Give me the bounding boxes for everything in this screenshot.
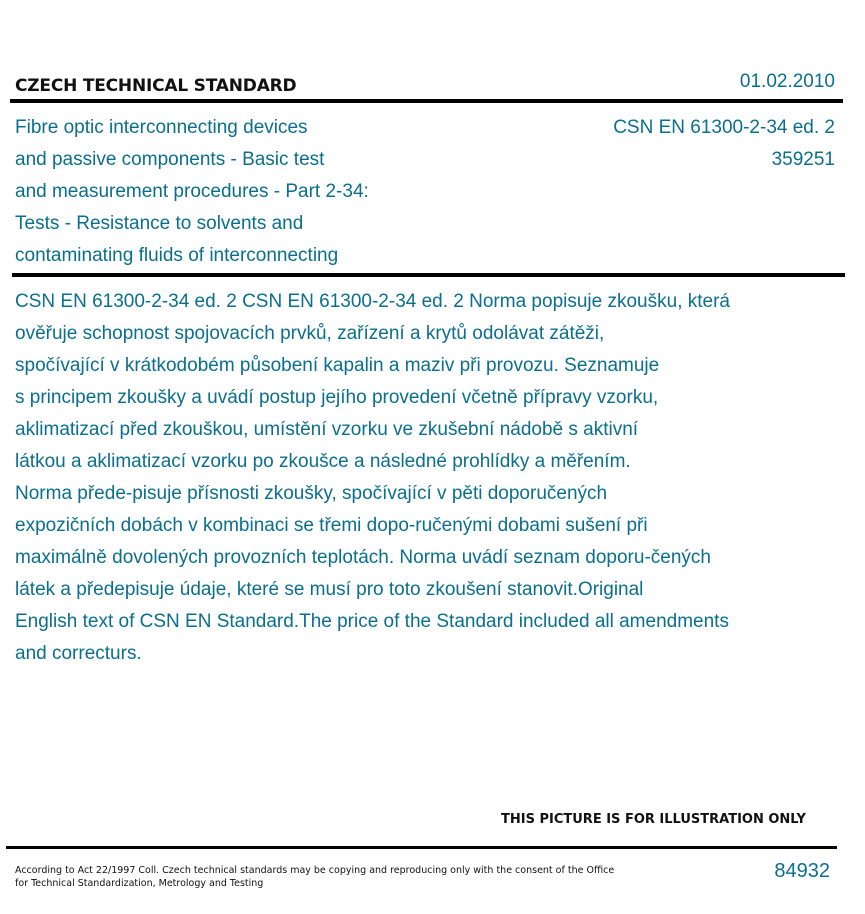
title-line: Fibre optic interconnecting devices (15, 117, 308, 138)
description-line: ověřuje schopnost spojovacích prvků, zařízení a krytů odolávat zátěži, (15, 323, 605, 344)
description-line: látkou a aklimatizací vzorku po zkoušce a následné prohlídky a měřením. (15, 451, 631, 472)
title-line: and passive components - Basic test (15, 149, 325, 170)
standard-code: CSN EN 61300-2-34 ed. 2 (613, 117, 835, 138)
description-line: aklimatizací před zkouškou, umístění vzorku ve zkušební nádobě s aktivní (15, 419, 639, 440)
description-line: English text of CSN EN Standard.The price of the Standard included all amendments (15, 611, 729, 632)
description-line: and correcturs. (15, 643, 142, 664)
footer-divider (6, 846, 837, 849)
legal-notice (15, 864, 614, 890)
title-line: Tests - Resistance to solvents and (15, 213, 304, 234)
standard-type-heading: CZECH TECHNICAL STANDARD (15, 76, 297, 96)
document-number: 84932 (774, 860, 830, 882)
illustration-note: THIS PICTURE IS FOR ILLUSTRATION ONLY (501, 812, 806, 827)
legal-line: for Technical Standardization, Metrology and Testing (15, 878, 264, 889)
description-line: CSN EN 61300-2-34 ed. 2 CSN EN 61300-2-34 ed. 2 Norma popisuje zkoušku, která (15, 291, 730, 312)
description-line: maximálně dovolených provozních teplotách. Norma uvádí seznam doporu-čených (15, 547, 711, 568)
description-text (15, 286, 845, 670)
description-line: s principem zkoušky a uvádí postup jejího provedení včetně přípravy vzorku, (15, 387, 659, 408)
title-line: and measurement procedures - Part 2-34: (15, 181, 369, 202)
description-line: spočívající v krátkodobém působení kapalin a maziv při provozu. Seznamuje (15, 355, 660, 376)
title-line: contaminating fluids of interconnecting (15, 245, 339, 266)
header-divider (10, 99, 843, 103)
legal-line: According to Act 22/1997 Coll. Czech technical standards may be copying and reproducing only with the consent of the Office (15, 865, 615, 876)
description-line: expozičních dobách v kombinaci se třemi dopo-ručenými dobami sušení při (15, 515, 648, 536)
description-line: látek a předepisuje údaje, které se musí pro toto zkoušení stanovit.Original (15, 579, 644, 600)
catalog-id: 359251 (771, 149, 835, 170)
publication-date: 01.02.2010 (739, 71, 835, 92)
title-divider (12, 273, 845, 277)
description-line: Norma přede-pisuje přísnosti zkoušky, spočívající v pěti doporučených (15, 483, 608, 504)
